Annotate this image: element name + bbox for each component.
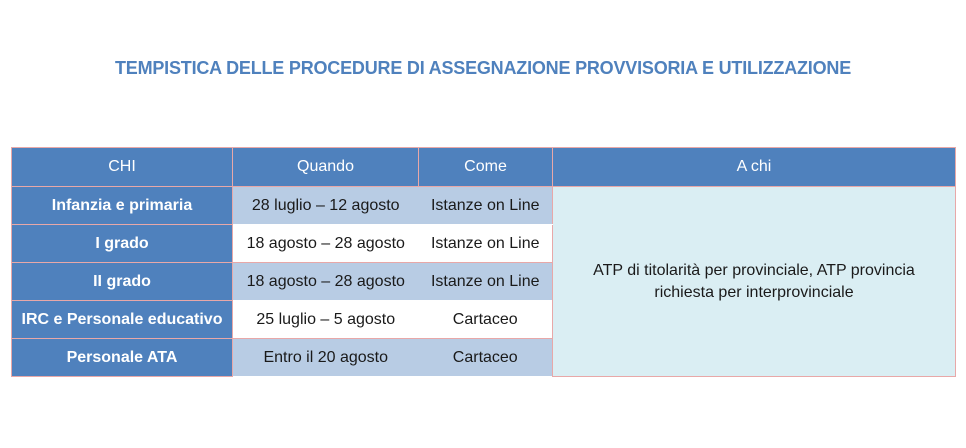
column-header-come: Come xyxy=(419,148,553,187)
cell-come: Istanze on Line xyxy=(419,187,553,225)
cell-come: Cartaceo xyxy=(419,339,553,377)
cell-quando: 18 agosto – 28 agosto xyxy=(233,225,419,263)
cell-chi: IRC e Personale educativo xyxy=(12,301,233,339)
procedures-table xyxy=(11,147,956,377)
cell-quando: 25 luglio – 5 agosto xyxy=(233,301,419,339)
cell-come: Istanze on Line xyxy=(419,263,553,301)
cell-quando: 18 agosto – 28 agosto xyxy=(233,263,419,301)
table-row xyxy=(12,187,956,225)
cell-come: Istanze on Line xyxy=(419,225,553,263)
column-header-a-chi: A chi xyxy=(553,148,956,187)
cell-a-chi: ATP di titolarità per provinciale, ATP provincia richiesta per interprovinciale xyxy=(553,187,956,377)
cell-chi: II grado xyxy=(12,263,233,301)
column-header-chi: CHI xyxy=(12,148,233,187)
cell-come: Cartaceo xyxy=(419,301,553,339)
cell-chi: Infanzia e primaria xyxy=(12,187,233,225)
cell-chi: Personale ATA xyxy=(12,339,233,377)
cell-chi: I grado xyxy=(12,225,233,263)
page-title: TEMPISTICA DELLE PROCEDURE DI ASSEGNAZIONE PROVVISORIA E UTILIZZAZIONE xyxy=(114,58,852,78)
column-header-quando: Quando xyxy=(233,148,419,187)
cell-quando: Entro il 20 agosto xyxy=(233,339,419,377)
cell-quando: 28 luglio – 12 agosto xyxy=(233,187,419,225)
table-header-row xyxy=(12,148,956,187)
